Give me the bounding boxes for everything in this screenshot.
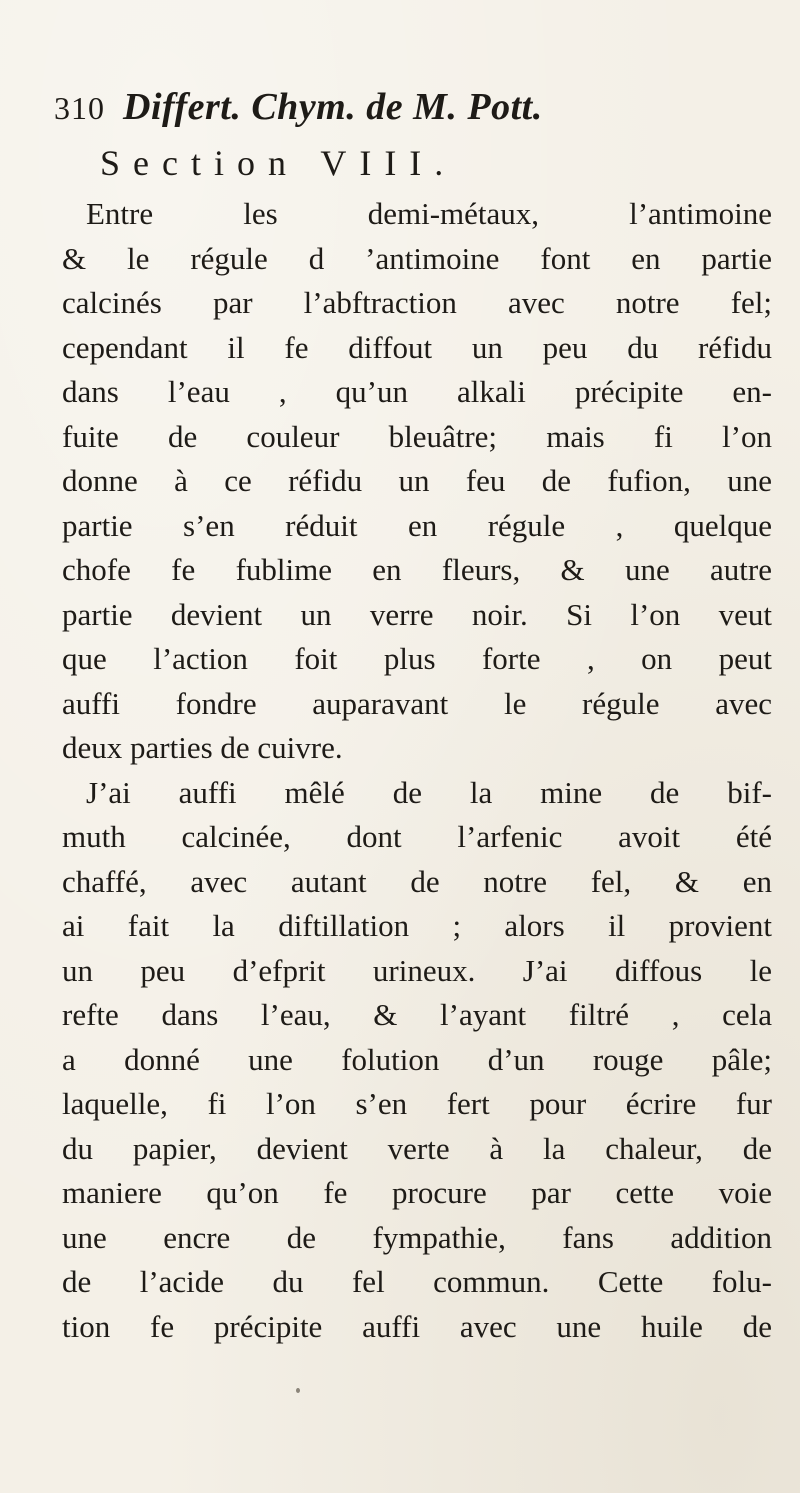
text-line: muth calcinée, dont l’arfenic avoit été xyxy=(62,819,772,854)
text-line: cependant il fe diffout un peu du réfidu xyxy=(62,329,772,365)
text-line: partie s’en réduit en régule , quelque xyxy=(62,507,772,543)
text-line: laquelle, fi l’on s’en fert pour écrire fur xyxy=(62,1086,772,1121)
text-line: du papier, devient verte à la chaleur, de xyxy=(62,1130,772,1166)
text-line: auffi fondre auparavant le régule avec xyxy=(62,685,772,721)
text-line: dans l’eau , qu’un alkali précipite en- xyxy=(62,374,772,409)
text-line: chofe fe fublime en fleurs, & une autre xyxy=(62,552,772,587)
text-line: tion fe précipite auffi avec une huile de xyxy=(62,1308,772,1344)
text-line: un peu d’efprit urineux. J’ai diffous le xyxy=(62,952,772,988)
text-line: ai fait la diftillation ; alors il provient xyxy=(62,908,772,943)
text-line: fuite de couleur bleuâtre; mais fi l’on xyxy=(62,418,772,454)
running-head xyxy=(54,85,754,135)
text-line: que l’action foit plus forte , on peut xyxy=(62,641,772,676)
text-line: une encre de fympathie, fans addition xyxy=(62,1219,772,1255)
text-line: calcinés par l’abftraction avec notre fel; xyxy=(62,285,772,320)
page-number: 310 xyxy=(54,90,105,126)
text-line: maniere qu’on fe procure par cette voie xyxy=(62,1175,772,1210)
text-line: de l’acide du fel commun. Cette folu- xyxy=(62,1264,772,1299)
text-line: donne à ce réfidu un feu de fufion, une xyxy=(62,463,772,498)
body-text xyxy=(62,192,772,1349)
text-line: Entre les demi-métaux, l’antimoine xyxy=(86,196,772,231)
text-line: partie devient un verre noir. Si l’on veut xyxy=(62,596,772,632)
text-line: deux parties de cuivre. xyxy=(62,730,343,765)
text-line: J’ai auffi mêlé de la mine de bif- xyxy=(86,774,772,810)
section-heading: Section VIII. xyxy=(100,143,457,183)
text-line: chaffé, avec autant de notre fel, & en xyxy=(62,863,772,899)
text-line: & le régule d ’antimoine font en partie xyxy=(62,240,772,276)
text-line: refte dans l’eau, & l’ayant filtré , cela xyxy=(62,997,772,1032)
text-line: a donné une folution d’un rouge pâle; xyxy=(62,1041,772,1077)
ink-speck xyxy=(296,1388,300,1393)
running-title: Differt. Chym. de M. Pott. xyxy=(123,86,543,128)
